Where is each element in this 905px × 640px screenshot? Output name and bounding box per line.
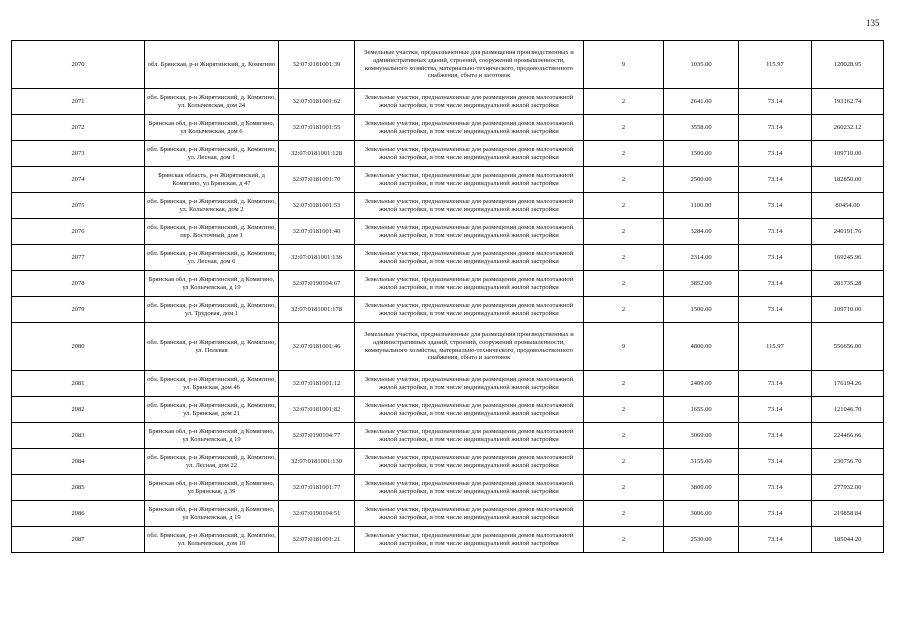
row-number-cell: 2086 bbox=[12, 501, 145, 527]
land-purpose-cell: Земельные участки, предназначенные для размещения домов малоэтажной жилой застройки, в том числе индивидуальной жилой застройки bbox=[355, 371, 584, 397]
cadastral-value-table bbox=[11, 40, 884, 553]
cadastral-number-cell: 32:07:0181001:53 bbox=[279, 193, 355, 219]
land-purpose-cell: Земельные участки, предназначенные для размещения домов малоэтажной жилой застройки, в том числе индивидуальной жилой застройки bbox=[355, 193, 584, 219]
group-code-cell: 2 bbox=[584, 141, 664, 167]
specific-value-cell: 73.14 bbox=[739, 397, 812, 423]
specific-value-cell: 73.14 bbox=[739, 115, 812, 141]
specific-value-cell: 73.14 bbox=[739, 501, 812, 527]
row-number-cell: 2085 bbox=[12, 475, 145, 501]
specific-value-cell: 73.14 bbox=[739, 271, 812, 297]
cadastral-value-cell: 120028.95 bbox=[812, 41, 884, 89]
cadastral-number-cell: 32:07:0181001:12 bbox=[279, 371, 355, 397]
area-cell: 3284.00 bbox=[664, 219, 739, 245]
address-cell: Брянская обл, р-н Жирятинский, д Комягино, ул Колычевская, д 19 bbox=[145, 501, 279, 527]
table-row bbox=[12, 193, 884, 219]
cadastral-number-cell: 32:07:0190104:77 bbox=[279, 423, 355, 449]
cadastral-number-cell: 32:07:0190104:67 bbox=[279, 271, 355, 297]
table-row bbox=[12, 271, 884, 297]
row-number-cell: 2078 bbox=[12, 271, 145, 297]
land-purpose-cell: Земельные участки, предназначенные для размещения домов малоэтажной жилой застройки, в том числе индивидуальной жилой застройки bbox=[355, 219, 584, 245]
address-cell: обл. Брянская, р-н Жирятинский, д. Комягино, пер. Восточный, дом 1 bbox=[145, 219, 279, 245]
group-code-cell: 2 bbox=[584, 397, 664, 423]
row-number-cell: 2080 bbox=[12, 323, 145, 371]
specific-value-cell: 73.14 bbox=[739, 297, 812, 323]
land-purpose-cell: Земельные участки, предназначенные для размещения домов малоэтажной жилой застройки, в том числе индивидуальной жилой застройки bbox=[355, 245, 584, 271]
row-number-cell: 2082 bbox=[12, 397, 145, 423]
table-row bbox=[12, 167, 884, 193]
row-number-cell: 2072 bbox=[12, 115, 145, 141]
table-row bbox=[12, 115, 884, 141]
cadastral-number-cell: 32:07:0181001:82 bbox=[279, 397, 355, 423]
table-row bbox=[12, 397, 884, 423]
table-row bbox=[12, 475, 884, 501]
address-cell: обл. Брянская, р-н Жирятинский, д. Комягино, ул. Колычевская, дом 24 bbox=[145, 89, 279, 115]
land-purpose-cell: Земельные участки, предназначенные для размещения домов малоэтажной жилой застройки, в том числе индивидуальной жилой застройки bbox=[355, 397, 584, 423]
area-cell: 1035.00 bbox=[664, 41, 739, 89]
land-purpose-cell: Земельные участки, предназначенные для размещения домов малоэтажной жилой застройки, в том числе индивидуальной жилой застройки bbox=[355, 271, 584, 297]
table-row bbox=[12, 41, 884, 89]
specific-value-cell: 73.14 bbox=[739, 141, 812, 167]
cadastral-value-cell: 109710.00 bbox=[812, 141, 884, 167]
group-code-cell: 2 bbox=[584, 219, 664, 245]
cadastral-number-cell: 32:07:0181001:40 bbox=[279, 219, 355, 245]
cadastral-value-cell: 230756.70 bbox=[812, 449, 884, 475]
specific-value-cell: 73.14 bbox=[739, 423, 812, 449]
cadastral-value-cell: 277932.00 bbox=[812, 475, 884, 501]
address-cell: обл. Брянская, р-н Жирятинский, д. Комягино, ул. Колычевская, дом 10 bbox=[145, 527, 279, 553]
cadastral-value-cell: 193162.74 bbox=[812, 89, 884, 115]
group-code-cell: 2 bbox=[584, 245, 664, 271]
row-number-cell: 2076 bbox=[12, 219, 145, 245]
area-cell: 2500.00 bbox=[664, 167, 739, 193]
address-cell: Брянская область, р-н Жирятинский, д Комягино, ул Брянская, д 47 bbox=[145, 167, 279, 193]
area-cell: 1100.00 bbox=[664, 193, 739, 219]
cadastral-number-cell: 32:07:0181001:46 bbox=[279, 323, 355, 371]
group-code-cell: 2 bbox=[584, 271, 664, 297]
land-purpose-cell: Земельные участки, предназначенные для размещения домов малоэтажной жилой застройки, в том числе индивидуальной жилой застройки bbox=[355, 167, 584, 193]
address-cell: обл. Брянская, р-н Жирятинский, д. Комягино, ул. Лесная, дом 22 bbox=[145, 449, 279, 475]
row-number-cell: 2075 bbox=[12, 193, 145, 219]
cadastral-value-cell: 121046.70 bbox=[812, 397, 884, 423]
address-cell: обл. Брянская, р-н Жирятинский, д. Комягино, ул. Брянская, дом 21 bbox=[145, 397, 279, 423]
specific-value-cell: 115.97 bbox=[739, 41, 812, 89]
cadastral-number-cell: 32:07:0181001:178 bbox=[279, 297, 355, 323]
address-cell: обл. Брянская, р-н Жирятинский, д. Комягино, ул. Трудовая, дом 1 bbox=[145, 297, 279, 323]
cadastral-value-cell: 224466.66 bbox=[812, 423, 884, 449]
cadastral-number-cell: 32:07:0181001:136 bbox=[279, 245, 355, 271]
row-number-cell: 2084 bbox=[12, 449, 145, 475]
table-row bbox=[12, 501, 884, 527]
cadastral-value-cell: 176194.26 bbox=[812, 371, 884, 397]
cadastral-number-cell: 32:07:0181001:55 bbox=[279, 115, 355, 141]
table-row bbox=[12, 141, 884, 167]
cadastral-value-cell: 260232.12 bbox=[812, 115, 884, 141]
table-row bbox=[12, 527, 884, 553]
address-cell: Брянская обл, р-н Жирятинский, д Комягино, ул Брянская, д 39 bbox=[145, 475, 279, 501]
row-number-cell: 2079 bbox=[12, 297, 145, 323]
table-row bbox=[12, 423, 884, 449]
land-purpose-cell: Земельные участки, предназначенные для размещения домов малоэтажной жилой застройки, в том числе индивидуальной жилой застройки bbox=[355, 141, 584, 167]
group-code-cell: 2 bbox=[584, 89, 664, 115]
land-purpose-cell: Земельные участки, предназначенные для размещения домов малоэтажной жилой застройки, в том числе индивидуальной жилой застройки bbox=[355, 115, 584, 141]
cadastral-number-cell: 32:07:0181001:128 bbox=[279, 141, 355, 167]
area-cell: 1500.00 bbox=[664, 297, 739, 323]
cadastral-number-cell: 32:07:0181001:39 bbox=[279, 41, 355, 89]
address-cell: обл. Брянская, р-н Жирятинский, д. Комягино bbox=[145, 41, 279, 89]
specific-value-cell: 73.14 bbox=[739, 219, 812, 245]
specific-value-cell: 73.14 bbox=[739, 89, 812, 115]
table-row bbox=[12, 89, 884, 115]
specific-value-cell: 73.14 bbox=[739, 245, 812, 271]
specific-value-cell: 73.14 bbox=[739, 371, 812, 397]
row-number-cell: 2074 bbox=[12, 167, 145, 193]
group-code-cell: 2 bbox=[584, 527, 664, 553]
address-cell: обл. Брянская, р-н Жирятинский, д. Комягино, ул. Полевая bbox=[145, 323, 279, 371]
land-purpose-cell: Земельные участки, предназначенные для размещения производственных и административных зданий, строений, сооружений промышленности, коммунального хозяйства, материально-технического, продовольственного снабжения, сбыта и заготовок bbox=[355, 41, 584, 89]
row-number-cell: 2083 bbox=[12, 423, 145, 449]
cadastral-number-cell: 32:07:0181001:62 bbox=[279, 89, 355, 115]
group-code-cell: 2 bbox=[584, 371, 664, 397]
group-code-cell: 2 bbox=[584, 167, 664, 193]
land-purpose-cell: Земельные участки, предназначенные для размещения домов малоэтажной жилой застройки, в том числе индивидуальной жилой застройки bbox=[355, 475, 584, 501]
area-cell: 2641.00 bbox=[664, 89, 739, 115]
cadastral-number-cell: 32:07:0181001:21 bbox=[279, 527, 355, 553]
group-code-cell: 2 bbox=[584, 193, 664, 219]
group-code-cell: 2 bbox=[584, 115, 664, 141]
address-cell: обл. Брянская, р-н Жирятинский, д. Комягино, ул. Брянская, дом 46 bbox=[145, 371, 279, 397]
row-number-cell: 2077 bbox=[12, 245, 145, 271]
group-code-cell: 9 bbox=[584, 41, 664, 89]
address-cell: Брянская обл, р-н Жирятинский, д Комягино, ул Колычевская, д 19 bbox=[145, 271, 279, 297]
area-cell: 3006.00 bbox=[664, 501, 739, 527]
area-cell: 3155.00 bbox=[664, 449, 739, 475]
land-purpose-cell: Земельные участки, предназначенные для размещения производственных и административных зданий, строений, сооружений промышленности, коммунального хозяйства, материально-технического, продовольственного снабжения, сбыта и заготовок bbox=[355, 323, 584, 371]
cadastral-value-cell: 182850.00 bbox=[812, 167, 884, 193]
area-cell: 3852.00 bbox=[664, 271, 739, 297]
land-purpose-cell: Земельные участки, предназначенные для размещения домов малоэтажной жилой застройки, в том числе индивидуальной жилой застройки bbox=[355, 423, 584, 449]
address-cell: Брянская обл, р-н Жирятинский, д Комягино, ул Колычевская, дом 6 bbox=[145, 115, 279, 141]
area-cell: 2409.00 bbox=[664, 371, 739, 397]
specific-value-cell: 73.14 bbox=[739, 193, 812, 219]
cadastral-value-cell: 240191.76 bbox=[812, 219, 884, 245]
cadastral-value-cell: 109710.00 bbox=[812, 297, 884, 323]
specific-value-cell: 73.14 bbox=[739, 449, 812, 475]
cadastral-number-cell: 32:07:0181001:77 bbox=[279, 475, 355, 501]
land-purpose-cell: Земельные участки, предназначенные для размещения домов малоэтажной жилой застройки, в том числе индивидуальной жилой застройки bbox=[355, 449, 584, 475]
cadastral-value-cell: 556656.00 bbox=[812, 323, 884, 371]
area-cell: 1500.00 bbox=[664, 141, 739, 167]
cadastral-number-cell: 32:07:0181001:70 bbox=[279, 167, 355, 193]
row-number-cell: 2087 bbox=[12, 527, 145, 553]
specific-value-cell: 73.14 bbox=[739, 167, 812, 193]
cadastral-number-cell: 32:07:0181001:130 bbox=[279, 449, 355, 475]
group-code-cell: 2 bbox=[584, 501, 664, 527]
address-cell: обл. Брянская, р-н Жирятинский, д. Комягино, ул. Лесная, дом 1 bbox=[145, 141, 279, 167]
address-cell: обл. Брянская, р-н Жирятинский, д. Комягино, ул. Колычевская, дом 2 bbox=[145, 193, 279, 219]
table-row bbox=[12, 323, 884, 371]
cadastral-value-cell: 281735.28 bbox=[812, 271, 884, 297]
land-purpose-cell: Земельные участки, предназначенные для размещения домов малоэтажной жилой застройки, в том числе индивидуальной жилой застройки bbox=[355, 297, 584, 323]
area-cell: 3069.00 bbox=[664, 423, 739, 449]
row-number-cell: 2071 bbox=[12, 89, 145, 115]
specific-value-cell: 73.14 bbox=[739, 475, 812, 501]
area-cell: 4800.00 bbox=[664, 323, 739, 371]
table-row bbox=[12, 297, 884, 323]
cadastral-value-cell: 169245.96 bbox=[812, 245, 884, 271]
cadastral-value-cell: 185044.20 bbox=[812, 527, 884, 553]
land-purpose-cell: Земельные участки, предназначенные для размещения домов малоэтажной жилой застройки, в том числе индивидуальной жилой застройки bbox=[355, 527, 584, 553]
land-purpose-cell: Земельные участки, предназначенные для размещения домов малоэтажной жилой застройки, в том числе индивидуальной жилой застройки bbox=[355, 501, 584, 527]
table-row bbox=[12, 449, 884, 475]
page-number: 135 bbox=[866, 18, 880, 28]
land-purpose-cell: Земельные участки, предназначенные для размещения домов малоэтажной жилой застройки, в том числе индивидуальной жилой застройки bbox=[355, 89, 584, 115]
specific-value-cell: 73.14 bbox=[739, 527, 812, 553]
row-number-cell: 2081 bbox=[12, 371, 145, 397]
group-code-cell: 2 bbox=[584, 449, 664, 475]
group-code-cell: 9 bbox=[584, 323, 664, 371]
area-cell: 2530.00 bbox=[664, 527, 739, 553]
table-row bbox=[12, 219, 884, 245]
area-cell: 2314.00 bbox=[664, 245, 739, 271]
group-code-cell: 2 bbox=[584, 475, 664, 501]
address-cell: обл. Брянская, р-н Жирятинский, д. Комягино, ул. Лесная, дом 6 bbox=[145, 245, 279, 271]
cadastral-value-cell: 219858.84 bbox=[812, 501, 884, 527]
group-code-cell: 2 bbox=[584, 297, 664, 323]
row-number-cell: 2070 bbox=[12, 41, 145, 89]
area-cell: 3800.00 bbox=[664, 475, 739, 501]
table-row bbox=[12, 245, 884, 271]
address-cell: Брянская обл, р-н Жирятинский, д Комягино, ул Колычевская, д 19 bbox=[145, 423, 279, 449]
group-code-cell: 2 bbox=[584, 423, 664, 449]
area-cell: 1655.00 bbox=[664, 397, 739, 423]
table-row bbox=[12, 371, 884, 397]
row-number-cell: 2073 bbox=[12, 141, 145, 167]
cadastral-value-cell: 80454.00 bbox=[812, 193, 884, 219]
cadastral-number-cell: 32:07:0190104:51 bbox=[279, 501, 355, 527]
specific-value-cell: 115.97 bbox=[739, 323, 812, 371]
area-cell: 3558.00 bbox=[664, 115, 739, 141]
